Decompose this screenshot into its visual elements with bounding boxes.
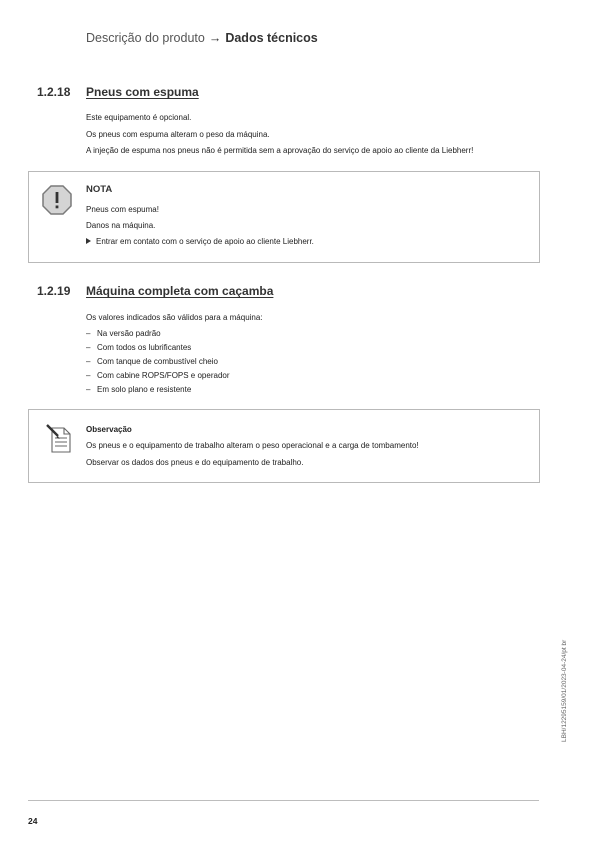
note-title: NOTA	[86, 184, 113, 195]
document-reference: LBH/12295159/01/2023-04-24/pt br	[561, 639, 568, 742]
footer-divider	[28, 800, 539, 801]
note-box	[28, 171, 540, 263]
section-number: 1.2.19	[37, 284, 71, 298]
note-line: Danos na máquina.	[86, 221, 156, 230]
document-pencil-icon	[46, 424, 72, 454]
breadcrumb-arrow-icon: →	[208, 31, 222, 45]
section-title: Máquina completa com caçamba	[86, 284, 274, 298]
note-step	[86, 237, 314, 246]
list-item: – Com cabine ROPS/FOPS e operador	[86, 369, 230, 383]
breadcrumb-current: Dados técnicos	[225, 31, 318, 45]
list-item: – Com todos os lubrificantes	[86, 341, 230, 355]
conditions-list	[86, 327, 230, 397]
breadcrumb	[86, 31, 318, 45]
list-item: – Com tanque de combustível cheio	[86, 355, 230, 369]
observation-line: Os pneus e o equipamento de trabalho alteram o peso operacional e a carga de tombamento!	[86, 441, 419, 450]
section-title: Pneus com espuma	[86, 85, 199, 99]
section-number: 1.2.18	[37, 85, 71, 99]
paragraph: A injeção de espuma nos pneus não é permitida sem a aprovação do serviço de apoio ao cliente da Liebherr!	[86, 146, 474, 155]
paragraph: Os pneus com espuma alteram o peso da máquina.	[86, 130, 270, 139]
list-item: – Na versão padrão	[86, 327, 230, 341]
observation-box	[28, 409, 540, 483]
breadcrumb-parent: Descrição do produto	[86, 31, 205, 45]
observation-title: Observação	[86, 425, 132, 434]
warning-octagon-icon	[42, 185, 72, 215]
paragraph: Este equipamento é opcional.	[86, 113, 192, 122]
list-item: – Em solo plano e resistente	[86, 383, 230, 397]
note-line: Pneus com espuma!	[86, 205, 159, 214]
observation-line: Observar os dados dos pneus e do equipamento de trabalho.	[86, 458, 304, 467]
note-step-text: Entrar em contato com o serviço de apoio ao cliente Liebherr.	[96, 237, 314, 246]
page-number: 24	[28, 816, 38, 826]
step-arrow-icon	[86, 238, 91, 244]
paragraph: Os valores indicados são válidos para a máquina:	[86, 313, 263, 322]
